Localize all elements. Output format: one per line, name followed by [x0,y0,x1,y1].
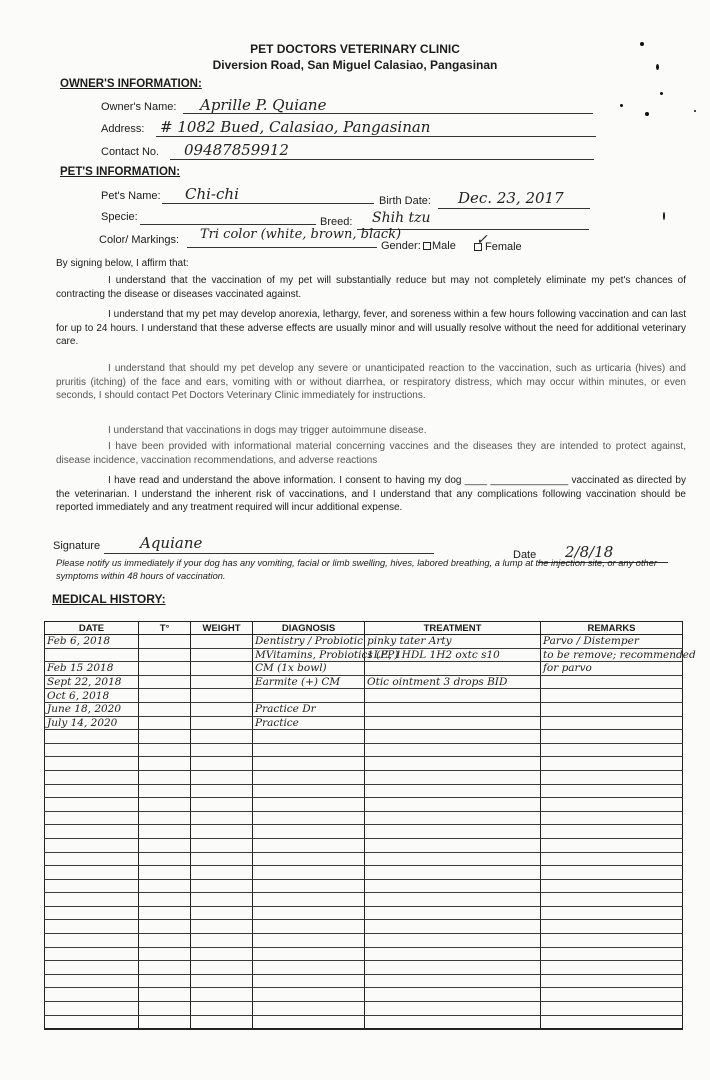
cell-remarks [541,702,683,716]
owner-section-title: OWNER'S INFORMATION: [60,78,202,90]
cell-diagnosis: Practice [253,716,365,730]
consent-p3-text: I understand that should my pet develop any severe or unanticipated reaction to the vaccination, such as urticaria (hives) and pruritis (itching) of the face and ears, vomiting with or without diarrhea, or respiratory distress, which may occur within minutes, or even seconds, I should contact Pet Doctors Veterinary Clinic immediately for instructions. [56,363,686,402]
cell-temperature [139,866,191,880]
cell-weight [191,743,253,757]
signature-line [104,553,434,554]
cell-temperature [139,934,191,948]
consent-paragraph-5 [56,440,686,467]
cell-weight [191,798,253,812]
cell-temperature [139,838,191,852]
table-row [45,961,683,975]
cell-date [45,974,139,988]
cell-temperature [139,784,191,798]
cell-weight [191,716,253,730]
table-row [45,702,683,716]
cell-remarks [541,784,683,798]
cell-treatment [365,730,541,744]
cell-temperature [139,961,191,975]
table-row [45,893,683,907]
cell-temperature [139,811,191,825]
medical-history-title: MEDICAL HISTORY: [52,592,166,606]
cell-date [45,798,139,812]
cell-temperature [139,1015,191,1029]
gender-male-checkbox[interactable] [423,242,431,250]
cell-diagnosis [253,757,365,771]
cell-remarks [541,689,683,703]
cell-weight [191,635,253,649]
cell-diagnosis [253,689,365,703]
cell-diagnosis [253,1015,365,1029]
cell-date [45,866,139,880]
cell-remarks [541,893,683,907]
cell-treatment [365,770,541,784]
cell-date [45,906,139,920]
cell-date [45,934,139,948]
cell-date [45,743,139,757]
cell-temperature [139,988,191,1002]
notify-notice: Please notify us immediately if your dog has any vomiting, facial or limb swelling, hives, labored breathing, a lump at the injection site, or any other symptoms within 48 hours of vaccination. [56,558,657,581]
cell-treatment [365,1015,541,1029]
pet-birth-value: Dec. 23, 2017 [458,189,564,207]
cell-remarks [541,675,683,689]
column-header-temperature: T° [139,622,191,635]
cell-date: Sept 22, 2018 [45,675,139,689]
cell-temperature [139,879,191,893]
consent-p5-text: I have been provided with informational material concerning vaccines and the diseases they are intended to protect against, disease incidence, vaccination recommendations, and adverse reactions [56,441,686,466]
cell-temperature [139,947,191,961]
cell-date [45,852,139,866]
table-row [45,838,683,852]
cell-diagnosis: Dentistry / Probiotic [253,635,365,649]
cell-weight [191,920,253,934]
cell-diagnosis [253,825,365,839]
cell-date [45,920,139,934]
cell-weight [191,852,253,866]
pet-name-value: Chi-chi [185,185,239,203]
table-row [45,689,683,703]
owner-contact-line [170,159,594,160]
table-row [45,770,683,784]
cell-temperature [139,798,191,812]
cell-weight [191,866,253,880]
column-header-treatment: TREATMENT [365,622,541,635]
cell-temperature [139,825,191,839]
column-header-diagnosis: DIAGNOSIS [253,622,365,635]
pet-color-value: Tri color (white, brown, black) [200,227,402,242]
clinic-name: PET DOCTORS VETERINARY CLINIC [250,42,460,56]
cell-weight [191,757,253,771]
cell-treatment [365,702,541,716]
cell-diagnosis [253,730,365,744]
cell-date [45,893,139,907]
cell-weight [191,784,253,798]
cell-temperature [139,757,191,771]
cell-weight [191,648,253,662]
cell-weight [191,838,253,852]
pet-specie-label: Specie: [101,211,138,223]
cell-diagnosis [253,811,365,825]
pet-name-label: Pet's Name: [101,190,161,202]
cell-diagnosis: Practice Dr [253,702,365,716]
cell-treatment [365,893,541,907]
table-row [45,716,683,730]
cell-remarks [541,770,683,784]
cell-date [45,784,139,798]
cell-diagnosis [253,743,365,757]
cell-treatment [365,689,541,703]
cell-temperature [139,743,191,757]
cell-treatment [365,920,541,934]
cell-remarks [541,811,683,825]
cell-treatment: 1LE, 1HDL 1H2 oxtc s10 [365,648,541,662]
cell-temperature [139,702,191,716]
consent-p4-text: I understand that vaccinations in dogs may trigger autoimmune disease. [108,425,427,436]
cell-treatment [365,662,541,676]
cell-treatment: Otic ointment 3 drops BID [365,675,541,689]
cell-date [45,879,139,893]
cell-remarks [541,961,683,975]
cell-temperature [139,716,191,730]
cell-weight [191,675,253,689]
cell-temperature [139,648,191,662]
cell-treatment [365,743,541,757]
cell-diagnosis: MVitamins, Probiotics (PP) [253,648,365,662]
cell-treatment [365,825,541,839]
cell-remarks [541,906,683,920]
table-row [45,662,683,676]
cell-treatment [365,852,541,866]
cell-date [45,757,139,771]
cell-temperature [139,662,191,676]
cell-treatment [365,757,541,771]
table-row [45,757,683,771]
cell-treatment: pinky tater Arty [365,635,541,649]
table-row [45,934,683,948]
cell-temperature [139,635,191,649]
cell-remarks [541,947,683,961]
owner-name-label: Owner's Name: [101,101,177,113]
cell-treatment [365,961,541,975]
owner-address-label: Address: [101,123,145,135]
pet-breed-label: Breed: [320,216,353,228]
cell-remarks [541,879,683,893]
clinic-address: Diversion Road, San Miguel Calasiao, Pangasinan [212,58,498,72]
cell-weight [191,825,253,839]
cell-temperature [139,675,191,689]
cell-weight [191,934,253,948]
cell-temperature [139,1002,191,1016]
cell-remarks [541,798,683,812]
signature-label: Signature [53,540,101,552]
cell-diagnosis [253,906,365,920]
cell-weight [191,947,253,961]
cell-weight [191,770,253,784]
cell-remarks [541,934,683,948]
cell-treatment [365,811,541,825]
table-row [45,852,683,866]
cell-weight [191,961,253,975]
owner-contact-label: Contact No. [101,146,160,158]
table-row [45,798,683,812]
cell-remarks [541,1015,683,1029]
consent-paragraph-2 [56,308,686,349]
gender-female-check-mark: ✓ [476,232,488,248]
cell-date [45,825,139,839]
cell-remarks [541,838,683,852]
pet-birth-label: Birth Date: [379,195,431,207]
consent-p2-text: I understand that my pet may develop anorexia, lethargy, fever, and soreness within a few hours following vaccination and can last for up to 24 hours. I understand that these adverse effects are usually minor and will usually resolve without the need for additional veterinary care. [56,309,686,348]
cell-diagnosis [253,798,365,812]
owner-address-line [156,136,596,137]
scan-speck [663,212,665,220]
cell-date: Oct 6, 2018 [45,689,139,703]
table-row [45,811,683,825]
cell-weight [191,906,253,920]
cell-date [45,947,139,961]
consent-paragraph-3 [56,362,686,403]
pet-birth-line [438,208,590,209]
owner-address-value: # 1082 Bued, Calasiao, Pangasinan [160,118,431,136]
table-row [45,906,683,920]
cell-date [45,838,139,852]
cell-diagnosis [253,770,365,784]
cell-diagnosis: Earmite (+) CM [253,675,365,689]
cell-diagnosis [253,974,365,988]
cell-diagnosis [253,838,365,852]
cell-treatment [365,784,541,798]
cell-date [45,961,139,975]
consent-p1-text: I understand that the vaccination of my pet will substantially reduce but may not completely eliminate my pet's chances of contracting the disease or diseases vaccinated against. [56,275,686,300]
owner-name-value: Aprille P. Quiane [200,96,327,114]
cell-remarks [541,920,683,934]
pet-gender-label: Gender: [381,240,421,252]
table-row [45,866,683,880]
cell-temperature [139,770,191,784]
cell-date [45,730,139,744]
cell-temperature [139,974,191,988]
cell-date: July 14, 2020 [45,716,139,730]
consent-paragraph-4 [56,424,686,438]
cell-treatment [365,716,541,730]
cell-temperature [139,730,191,744]
cell-treatment [365,879,541,893]
cell-remarks [541,757,683,771]
column-header-remarks: REMARKS [541,622,683,635]
cell-treatment [365,934,541,948]
owner-contact-value: 09487859912 [184,141,289,159]
cell-temperature [139,906,191,920]
cell-date: Feb 15 2018 [45,662,139,676]
cell-date [45,1015,139,1029]
table-row [45,947,683,961]
consent-paragraph-6 [56,474,686,515]
table-row [45,784,683,798]
cell-remarks [541,730,683,744]
cell-weight [191,988,253,1002]
scan-speck [660,92,663,95]
cell-temperature [139,689,191,703]
cell-diagnosis [253,852,365,866]
cell-remarks [541,743,683,757]
cell-treatment [365,838,541,852]
cell-weight [191,702,253,716]
cell-temperature [139,920,191,934]
cell-diagnosis [253,947,365,961]
pet-color-label: Color/ Markings: [99,234,180,246]
cell-diagnosis [253,879,365,893]
cell-weight [191,974,253,988]
medical-history-body [45,635,696,1030]
date-value: 2/8/18 [565,543,614,561]
cell-remarks [541,988,683,1002]
cell-diagnosis [253,988,365,1002]
consent-p6-text: I have read and understand the above information. I consent to having my dog ____ ______________ vaccinated as directed by the veterinarian. I understand the inherent risk of vaccinations, and I understand that any complications following vaccination should be reported immediately and any treatment required will incur additional expense. [56,475,686,514]
cell-diagnosis [253,961,365,975]
column-header-date: DATE [45,622,139,635]
cell-date [45,770,139,784]
cell-weight [191,689,253,703]
cell-diagnosis: CM (1x bowl) [253,662,365,676]
cell-treatment [365,866,541,880]
cell-remarks [541,716,683,730]
date-label: Date [513,549,537,561]
pet-breed-value: Shih tzu [372,210,431,226]
column-header-weight: WEIGHT [191,622,253,635]
consent-paragraph-1 [56,274,686,301]
scan-speck [620,104,623,107]
cell-date [45,811,139,825]
table-row [45,920,683,934]
cell-diagnosis [253,893,365,907]
table-row [45,1015,683,1029]
cell-remarks [541,1002,683,1016]
cell-remarks: for parvo [541,662,683,676]
cell-date [45,1002,139,1016]
cell-diagnosis [253,1002,365,1016]
signature-value: Aquiane [140,534,203,552]
cell-weight [191,879,253,893]
table-row [45,730,683,744]
cell-diagnosis [253,784,365,798]
pet-name-line [162,203,374,204]
cell-date [45,988,139,1002]
pet-specie-line [140,224,316,225]
scan-speck [694,110,696,112]
cell-treatment [365,974,541,988]
cell-weight [191,1002,253,1016]
cell-diagnosis [253,934,365,948]
table-row [45,1002,683,1016]
gender-male-label: Male [432,240,456,252]
cell-remarks [541,974,683,988]
cell-remarks [541,852,683,866]
cell-diagnosis [253,866,365,880]
cell-treatment [365,947,541,961]
table-header-row [45,622,683,635]
cell-treatment [365,906,541,920]
cell-treatment [365,1002,541,1016]
table-row [45,974,683,988]
pet-section-title: PET'S INFORMATION: [60,166,181,178]
table-row [45,879,683,893]
gender-female-label: Female [485,241,522,253]
cell-weight [191,1015,253,1029]
medical-history-table [44,621,696,1030]
cell-remarks [541,825,683,839]
table-row [45,743,683,757]
cell-date [45,648,139,662]
cell-weight [191,811,253,825]
cell-treatment [365,798,541,812]
cell-weight [191,893,253,907]
cell-date: Feb 6, 2018 [45,635,139,649]
cell-remarks: to be remove; recommended [541,648,683,662]
cell-temperature [139,852,191,866]
table-row [45,988,683,1002]
cell-remarks: Parvo / Distemper [541,635,683,649]
cell-treatment [365,988,541,1002]
cell-weight [191,662,253,676]
cell-weight [191,730,253,744]
cell-remarks [541,866,683,880]
table-row [45,635,683,649]
scan-speck [645,112,649,116]
consent-intro: By signing below, I affirm that: [56,258,189,269]
cell-date: June 18, 2020 [45,702,139,716]
pet-color-line [187,247,377,248]
cell-temperature [139,893,191,907]
table-row [45,825,683,839]
table-row [45,648,683,662]
cell-diagnosis [253,920,365,934]
table-row [45,675,683,689]
